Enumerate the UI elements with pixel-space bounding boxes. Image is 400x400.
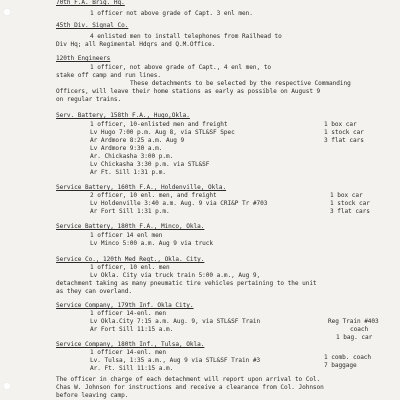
text-line: stake off camp and run lines.	[56, 72, 161, 79]
text-line: Lv Minco 5:00 a.m. Aug 9 via truck	[90, 240, 214, 247]
text-line: Lv Ardmore 9:30 a.m.	[90, 145, 163, 152]
text-line: 1 stock car	[330, 200, 370, 207]
text-line: as they can overland.	[56, 288, 132, 295]
text-line: 1 officer, not above grade of Capt., 4 enl men, to	[90, 64, 271, 71]
section-heading-180th-fa: Service Battery, 180th F.A., Minco, Okla.	[56, 223, 205, 230]
text-line: 1 officer, 10 enl. men	[90, 264, 170, 271]
text-line: 1 stock car	[324, 129, 364, 136]
text-line: Lv Okla. City via truck train 5:00 a.m., Aug 9,	[90, 272, 261, 279]
text-line: before leaving camp.	[56, 392, 129, 399]
text-line: Ar Fort Sill 1:31 p.m.	[90, 208, 170, 215]
text-line: coach	[350, 326, 369, 333]
text-line: These detachments to be selected by the respective Commanding	[130, 80, 351, 87]
punch-hole	[3, 382, 11, 390]
text-line: Officers, will leave their home stations as early as possible on August 9	[56, 88, 321, 95]
text-line: The officer in charge of each detachment will report upon arrival to Col.	[56, 376, 321, 383]
text-line: Reg Train #403	[328, 318, 379, 325]
text-line: 1 bag. car	[336, 334, 373, 341]
text-line: 1 officer 14 enl men	[90, 232, 163, 239]
text-line: 1 officer 14-enl. men	[90, 310, 166, 317]
section-heading-70th-fa-brig: 70th F.A. Brig. Hq.	[56, 0, 125, 6]
text-line: 1 officer, 10-enlisted men and freight	[90, 121, 228, 128]
text-line: 4 enlisted men to install telephones from Railhead to	[90, 33, 282, 40]
text-line: 3 flat cars	[324, 137, 364, 144]
text-line: Ar. Ft. Sill 11:15 a.m.	[90, 365, 174, 372]
text-line: 3 flat cars	[330, 208, 370, 215]
section-heading-158th-fa: Serv. Battery, 158th F.A., Hugo,Okla.	[56, 112, 190, 119]
text-line: Lv Okla.City 7:15 a.m. Aug. 9, via STL&SF Train	[90, 318, 261, 325]
text-line: 7 baggage	[324, 362, 357, 369]
section-heading-180th-inf: Service Company, 180th Inf., Tulsa, Okla.	[56, 341, 205, 348]
text-line: Ar. Chickasha 3:00 p.m.	[90, 153, 174, 160]
text-line: Lv Holdenville 3:40 a.m. Aug. 9 via CRI&P Tr #703	[90, 200, 268, 207]
text-line: 1 officer not above grade of Capt. 3 enl men.	[90, 10, 253, 17]
text-line: Lv. Tulsa, 1:35 a.m., Aug 9 via STL&SF Train #3	[90, 357, 261, 364]
text-line: Lv Hugo 7:00 p.m. Aug 8, via STL&SF Spec	[90, 129, 235, 136]
section-heading-179th-inf: Service Company, 179th Inf. Okla City.	[56, 302, 194, 309]
text-line: Chas W. Johnson for instructions and receive a clearance from Col. Johnson	[56, 384, 324, 391]
text-line: 1 box car	[330, 192, 363, 199]
text-line: Div Hq; all Regimental Hdqrs and Q.M.Office.	[56, 41, 216, 48]
section-heading-160th-fa: Service Battery, 160th F.A., Holdenville, Okla.	[56, 184, 227, 191]
text-line: on regular trains.	[56, 96, 122, 103]
text-line: Ar Ft. Sill 1:31 p.m.	[90, 169, 166, 176]
section-heading-45th-signal: 45th Div. Signal Co.	[56, 22, 129, 29]
punch-hole	[3, 8, 11, 16]
text-line: Lv Chickasha 3:30 p.m. via STL&SF	[90, 161, 210, 168]
text-line: 1 box car	[324, 121, 357, 128]
text-line: Ar Fort Sill 11:15 a.m.	[90, 326, 174, 333]
text-line: Ar Ardmore 8:25 a.m. Aug 9	[90, 137, 185, 144]
text-line: 1 comb. coach	[324, 354, 372, 361]
text-line: 1 officer 14-enl. men	[90, 349, 166, 356]
text-line: 2 officer, 10 enl. men, and freight	[90, 192, 217, 199]
text-line: detachment taking as many pneumatic tire vehicles pertaining to the unit	[56, 280, 317, 287]
section-heading-120th-med: Service Co., 120th Med Regt., Okla. City.	[56, 256, 205, 263]
section-heading-120th-engineers: 120th Engineers	[56, 55, 111, 62]
